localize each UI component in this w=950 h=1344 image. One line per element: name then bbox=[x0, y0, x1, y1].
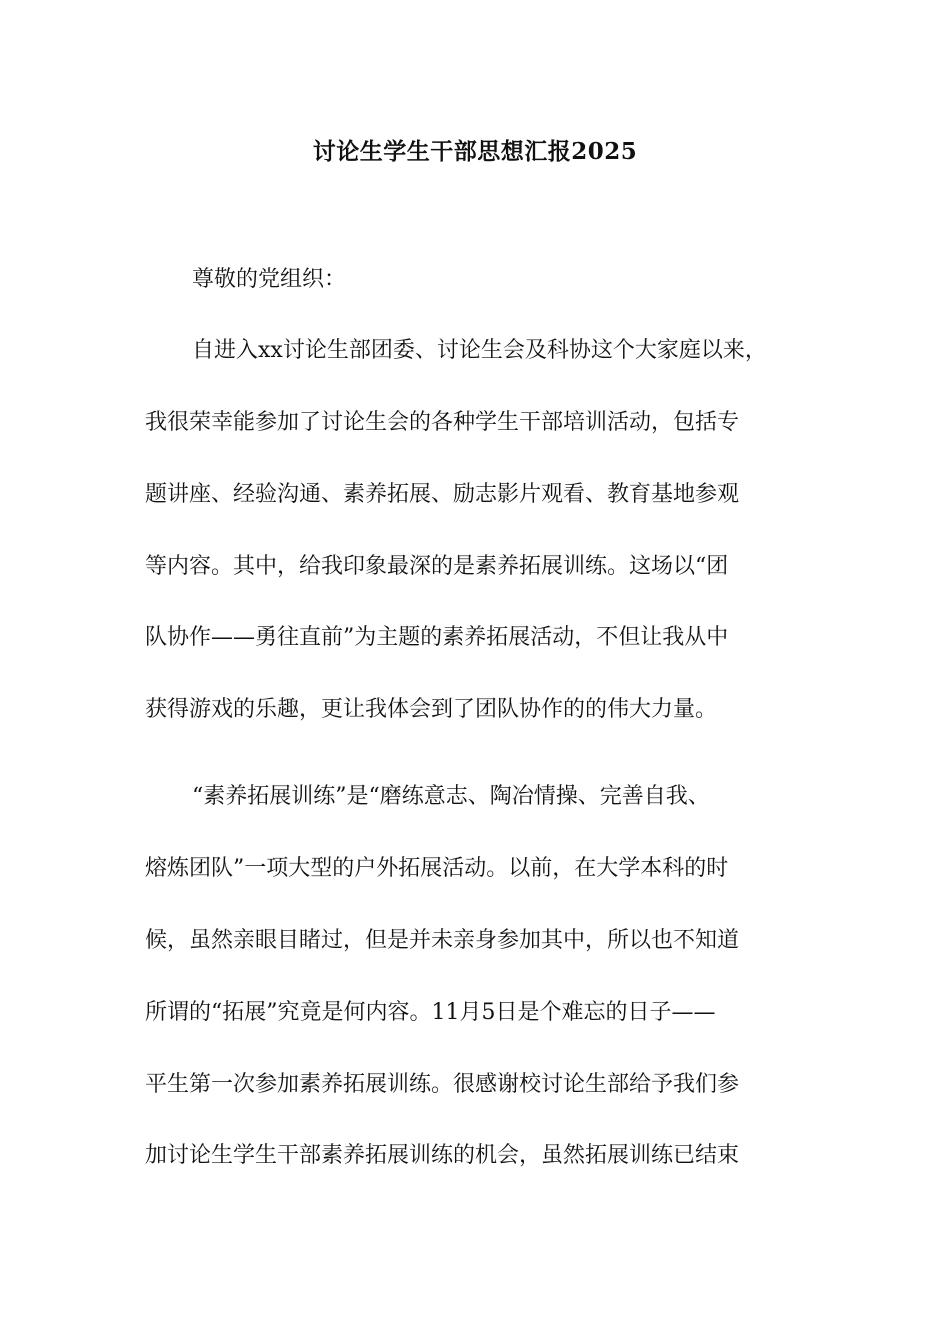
paragraph-line: 题讲座、经验沟通、素养拓展、励志影片观看、教育基地参观 bbox=[145, 482, 740, 507]
paragraph-line: 获得游戏的乐趣，更让我体会到了团队协作的的伟大力量。 bbox=[145, 697, 718, 722]
document-title: 讨论生学生干部思想汇报2025 bbox=[312, 138, 638, 165]
paragraph-line: 我很荣幸能参加了讨论生会的各种学生干部培训活动，包括专 bbox=[145, 410, 740, 435]
paragraph-line: 加讨论生学生干部素养拓展训练的机会，虽然拓展训练已结束 bbox=[145, 1143, 740, 1168]
paragraph-line: 所谓的“拓展”究竟是何内容。11月5日是个难忘的日子—— bbox=[145, 1000, 716, 1025]
paragraph-line: 平生第一次参加素养拓展训练。很感谢校讨论生部给予我们参 bbox=[145, 1072, 740, 1097]
paragraph-line: “素养拓展训练”是“磨练意志、陶冶情操、完善自我、 bbox=[192, 784, 710, 809]
salutation: 尊敬的党组织： bbox=[192, 267, 347, 292]
paragraph-line: 队协作——勇往直前”为主题的素养拓展活动，不但让我从中 bbox=[145, 625, 729, 650]
paragraph-line: 等内容。其中，给我印象最深的是素养拓展训练。这场以“团 bbox=[145, 554, 729, 579]
paragraph-line: 候，虽然亲眼目睹过，但是并未亲身参加其中，所以也不知道 bbox=[145, 928, 740, 953]
paragraph-line: 自进入xx讨论生部团委、讨论生会及科协这个大家庭以来， bbox=[192, 338, 767, 363]
paragraph-line: 熔炼团队”一项大型的户外拓展活动。以前，在大学本科的时 bbox=[145, 856, 729, 881]
